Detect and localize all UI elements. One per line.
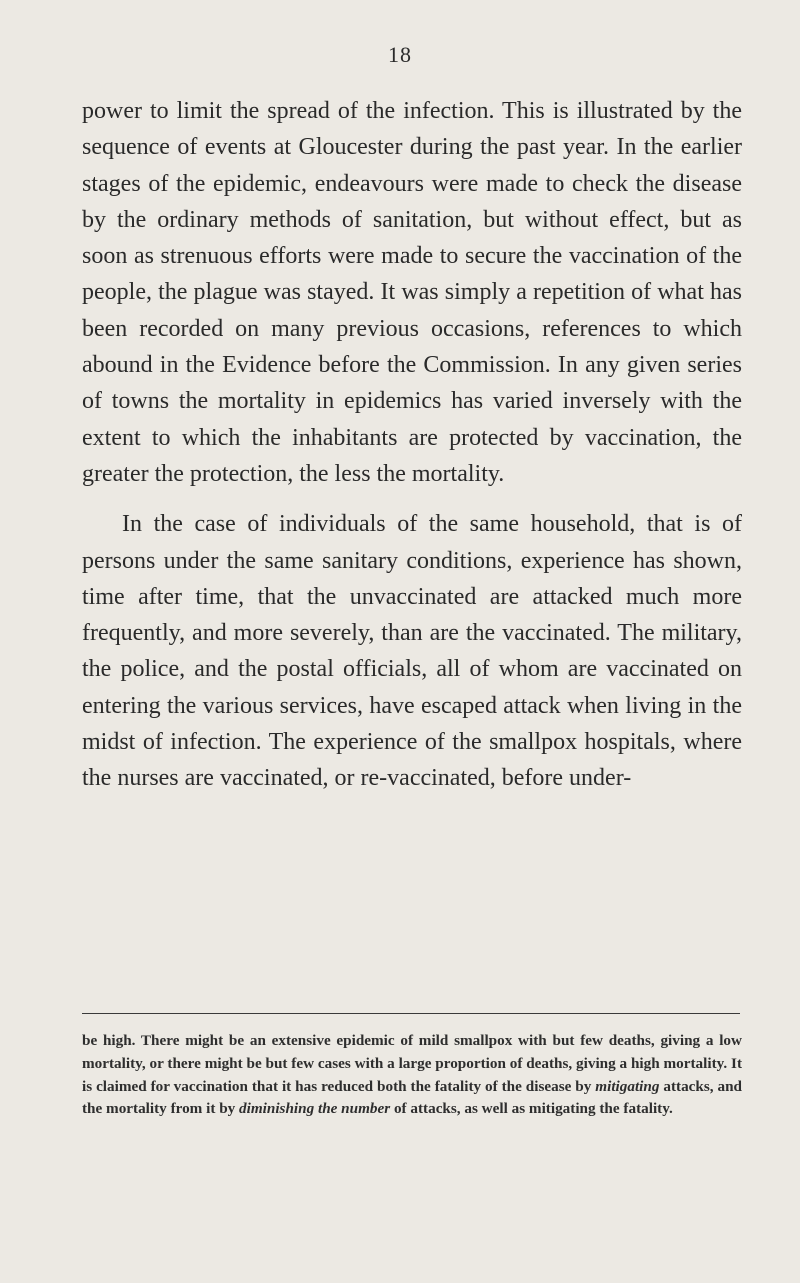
footnote-text-part: be high. There might be an extensive epidemic of mild smallpox with but few deaths, giving a low mortality, or there might be but few cases with a large proportion of deaths, giving a high mortality. It is claimed for vaccination that it has reduced both the fatality of the disease by [82, 1032, 742, 1095]
page-number: 18 [388, 42, 412, 67]
footnote [82, 1030, 742, 1121]
footnote-text-part: of attacks, as well as mitigating the fatality. [390, 1100, 673, 1118]
footnote-emphasis: diminishing the number [239, 1100, 391, 1118]
footnote-divider [82, 1013, 740, 1014]
main-text [82, 93, 742, 797]
paragraph: power to limit the spread of the infection. This is illustrated by the sequence of events at Gloucester during the past year. In the earlier stages of the epidemic, endeavours were made to check the disease by the ordinary methods of sanitation, but without effect, but as soon as strenuous efforts were made to secure the vaccination of the people, the plague was stayed. It was simply a repetition of what has been recorded on many previous occasions, references to which abound in the Evidence before the Commission. In any given series of towns the mortality in epidemics has varied inversely with the extent to which the inhabitants are protected by vaccination, the greater the protection, the less the mortality. [82, 98, 742, 487]
footnote-text [82, 1030, 742, 1121]
paragraph: In the case of individuals of the same household, that is of persons under the same sanitary conditions, experience has shown, time after time, that the unvaccinated are attacked much more frequently, and more severely, than are the vaccinated. The military, the police, and the postal officials, all of whom are vaccinated on entering the various services, have escaped attack when living in the midst of infection. The experience of the smallpox hospitals, where the nurses are vaccinated, or re-vaccinated, before under- [82, 511, 742, 792]
footnote-text-part: attacks, and the mortality from it by [82, 1077, 743, 1118]
footnote-emphasis: mitigating [595, 1077, 660, 1095]
